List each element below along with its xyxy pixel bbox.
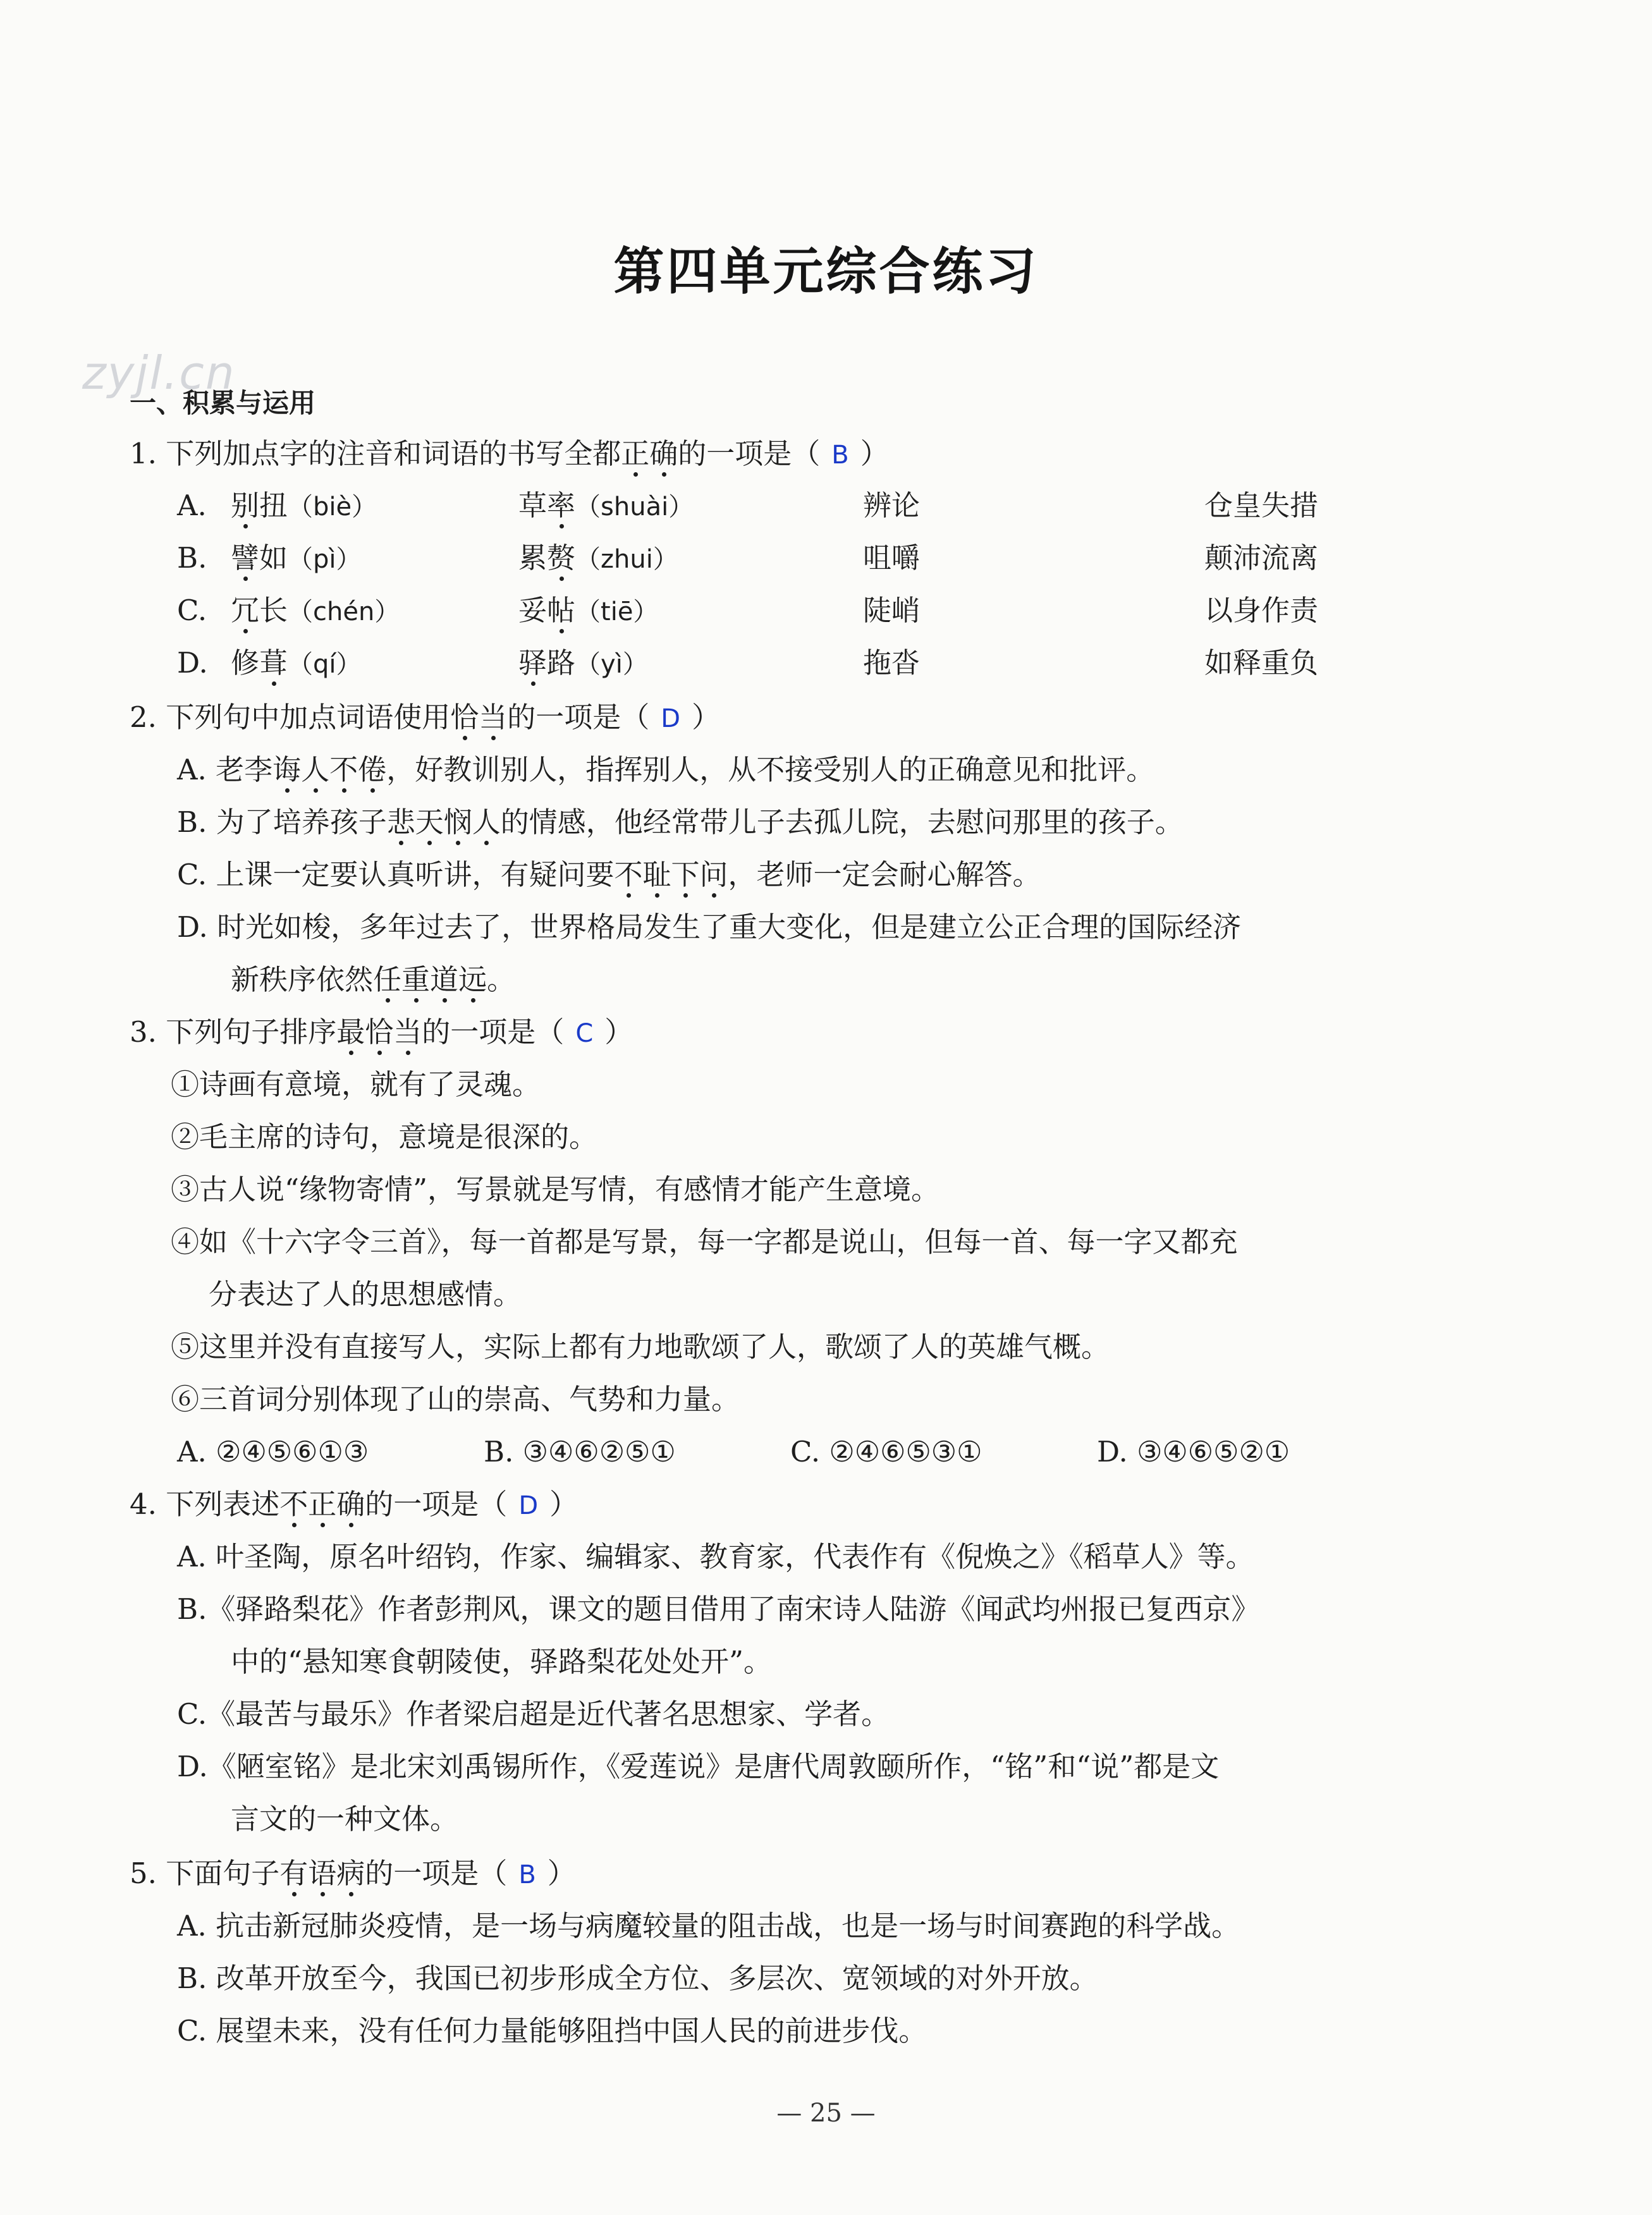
order-option: C. ②④⑥⑤③①: [790, 1435, 982, 1468]
option-label: D.: [177, 646, 208, 680]
dotted-char: 不: [614, 858, 643, 891]
pinyin: （qí）: [288, 650, 362, 679]
dotted-char: 正: [308, 1487, 337, 1521]
page-title: 第四单元综合练习: [613, 242, 1039, 301]
dotted-char: 悯: [443, 805, 472, 839]
stem-text: 2. 下列句中加点词语使用: [130, 700, 451, 734]
stem-text: 3. 下列句子排序: [130, 1015, 337, 1049]
option-label: B.: [177, 805, 207, 839]
option-d-continued: [231, 961, 515, 999]
option-label: A.: [177, 489, 207, 522]
question-2-stem: [130, 699, 720, 738]
dotted-char: 有: [279, 1857, 309, 1890]
answer-mark: D: [518, 1491, 539, 1520]
dotted-char: 不: [279, 1487, 309, 1521]
stem-text: ）: [860, 437, 889, 470]
option-word: [518, 644, 648, 683]
dotted-char: 当: [479, 700, 508, 734]
dotted-char: 当: [393, 1015, 422, 1049]
answer-mark: B: [518, 1860, 536, 1889]
question-3-stem: [130, 1013, 633, 1053]
dotted-char: 恰: [450, 700, 479, 734]
dotted-char: 赘: [547, 541, 576, 575]
char: 草: [518, 489, 548, 522]
stem-text: 的一项是（: [365, 1857, 508, 1890]
dotted-char: 人: [472, 805, 501, 839]
option-text: ，好教训别人，指挥别人，从不接受别人的正确意见和批评。: [386, 753, 1155, 786]
option-word: 咀嚼: [863, 541, 921, 575]
char: 如: [259, 541, 288, 575]
option-word: 陡峭: [863, 594, 921, 627]
stem-text: 的一项是（: [365, 1487, 508, 1521]
option-word: [231, 487, 377, 526]
option-label: C.: [177, 594, 207, 627]
option-word: [518, 487, 694, 526]
order-option: D. ③④⑥⑤②①: [1097, 1435, 1290, 1468]
option-word: 拖沓: [863, 646, 921, 680]
stem-text: ）: [547, 1857, 576, 1890]
dotted-char: 人: [301, 753, 330, 786]
dotted-char: 最: [336, 1015, 365, 1049]
option-text: ，老师一定会耐心解答。: [728, 858, 1041, 891]
char: 妥: [518, 594, 548, 627]
dotted-char: 问: [699, 858, 728, 891]
dotted-char: 天: [415, 805, 444, 839]
option-label: B.: [177, 541, 207, 575]
dotted-char: 确: [336, 1487, 365, 1521]
pinyin: （shuài）: [575, 492, 694, 522]
stem-text: 1. 下列加点字的注音和词语的书写全都: [130, 437, 621, 470]
dotted-char: 任: [373, 963, 402, 996]
option-c: C.《最苦与最乐》作者梁启超是近代著名思想家、学者。: [177, 1697, 890, 1731]
dotted-char: 重: [401, 963, 431, 996]
option-a: A. 抗击新冠肺炎疫情，是一场与病魔较量的阻击战，也是一场与时间赛跑的科学战。: [177, 1909, 1240, 1943]
option-word: [231, 592, 400, 631]
option-word: [231, 644, 362, 683]
option-word: [518, 539, 678, 578]
pinyin: （chén）: [288, 597, 400, 626]
dotted-char: 诲: [272, 753, 302, 786]
option-text: 新秩序依然: [231, 963, 374, 996]
question-1-stem: [130, 435, 889, 474]
stem-text: ）: [692, 700, 721, 734]
dotted-char: 语: [308, 1857, 337, 1890]
option-a: [177, 751, 1154, 789]
dotted-char: 悲: [386, 805, 415, 839]
option-word: 仓皇失措: [1204, 489, 1319, 522]
dotted-char: 正: [621, 437, 650, 470]
stem-text: 的一项是（: [507, 700, 650, 734]
option-b: B. 改革开放至今，我国已初步形成全方位、多层次、宽领域的对外开放。: [177, 1962, 1098, 1995]
option-d-continued: 言文的一种文体。: [231, 1802, 459, 1836]
answer-mark: C: [575, 1019, 594, 1048]
option-text: 的情感，他经常带儿子去孤儿院，去慰问那里的孩子。: [500, 805, 1184, 839]
option-word: [231, 539, 362, 578]
option-word: [518, 592, 658, 631]
watermark: zyjl.cn: [82, 346, 236, 400]
page-number: — 25 —: [776, 2099, 876, 2128]
dotted-char: 葺: [259, 646, 288, 680]
char: 路: [547, 646, 576, 680]
option-label: C.: [177, 858, 207, 891]
stem-text: 4. 下列表述: [130, 1487, 280, 1521]
sentence-item-continued: 分表达了人的思想感情。: [209, 1278, 522, 1311]
order-option: B. ③④⑥②⑤①: [484, 1435, 676, 1468]
stem-text: 的一项是（: [422, 1015, 565, 1049]
option-d: D.《陋室铭》是北宋刘禹锡所作，《爱莲说》是唐代周敦颐所作，“铭”和“说”都是文: [177, 1750, 1220, 1783]
dotted-char: 率: [547, 489, 576, 522]
option-b-continued: 中的“悬知寒食朝陵使，驿路梨花处处开”。: [231, 1645, 773, 1678]
sentence-item: ⑥三首词分别体现了山的崇高、气势和力量。: [171, 1382, 740, 1416]
sentence-item: ②毛主席的诗句，意境是很深的。: [171, 1120, 598, 1154]
pinyin: （pì）: [288, 545, 362, 574]
stem-text: ）: [604, 1015, 633, 1049]
option-text: 老李: [216, 753, 273, 786]
pinyin: （biè）: [288, 492, 377, 522]
dotted-char: 别: [231, 489, 260, 522]
option-c: [177, 856, 1041, 894]
sentence-item: ①诗画有意境，就有了灵魂。: [171, 1068, 541, 1101]
option-text: 时光如梭，多年过去了，世界格局发生了重大变化，但是建立公正合理的国际经济: [217, 910, 1242, 944]
question-5-stem: [130, 1855, 576, 1894]
pinyin: （tiē）: [575, 597, 659, 626]
char: 扭: [259, 489, 288, 522]
option-a: A. 叶圣陶，原名叶绍钧，作家、编辑家、教育家，代表作有《倪焕之》《稻草人》等。: [177, 1540, 1254, 1573]
sentence-item: ③古人说“缘物寄情”，写景就是写情，有感情才能产生意境。: [171, 1173, 940, 1206]
dotted-char: 确: [649, 437, 678, 470]
option-text: 。: [487, 963, 516, 996]
char: 修: [231, 646, 260, 680]
option-text: 上课一定要认真听讲，有疑问要: [216, 858, 615, 891]
dotted-char: 不: [329, 753, 358, 786]
pinyin: （zhui）: [575, 545, 678, 574]
option-b: B.《驿路梨花》作者彭荆风，课文的题目借用了南宋诗人陆游《闻武均州报已复西京》: [177, 1592, 1260, 1626]
dotted-char: 冗: [231, 594, 260, 627]
option-c: C. 展望未来，没有任何力量能够阻挡中国人民的前进步伐。: [177, 2014, 927, 2047]
pinyin: （yì）: [575, 650, 648, 679]
option-word: 如释重负: [1204, 646, 1319, 680]
stem-text: ）: [549, 1487, 578, 1521]
answer-mark: B: [831, 441, 849, 470]
sentence-item: ⑤这里并没有直接写人，实际上都有力地歌颂了人，歌颂了人的英雄气概。: [171, 1330, 1110, 1364]
order-option: A. ②④⑤⑥①③: [177, 1435, 369, 1468]
dotted-char: 恰: [365, 1015, 394, 1049]
dotted-char: 譬: [231, 541, 260, 575]
dotted-char: 下: [671, 858, 700, 891]
option-word: 以身作责: [1204, 594, 1319, 627]
char: 累: [518, 541, 548, 575]
option-word: 辨论: [863, 489, 921, 522]
answer-mark: D: [661, 704, 681, 733]
option-word: 颠沛流离: [1204, 541, 1319, 575]
option-label: A.: [177, 753, 207, 786]
dotted-char: 道: [430, 963, 459, 996]
dotted-char: 病: [336, 1857, 365, 1890]
section-heading: 一、积累与运用: [130, 387, 316, 418]
char: 长: [259, 594, 288, 627]
option-text: 为了培养孩子: [216, 805, 387, 839]
dotted-char: 倦: [358, 753, 387, 786]
sentence-item: ④如《十六字令三首》，每一首都是写景，每一字都是说山，但每一首、每一字又都充: [171, 1225, 1238, 1259]
dotted-char: 帖: [547, 594, 576, 627]
stem-text: 的一项是（: [678, 437, 821, 470]
option-d: [177, 908, 1241, 946]
stem-text: 5. 下面句子: [130, 1857, 280, 1890]
dotted-char: 驿: [518, 646, 548, 680]
option-b: [177, 803, 1184, 841]
question-4-stem: [130, 1486, 578, 1525]
dotted-char: 耻: [642, 858, 671, 891]
dotted-char: 远: [458, 963, 487, 996]
option-label: D.: [177, 910, 208, 944]
